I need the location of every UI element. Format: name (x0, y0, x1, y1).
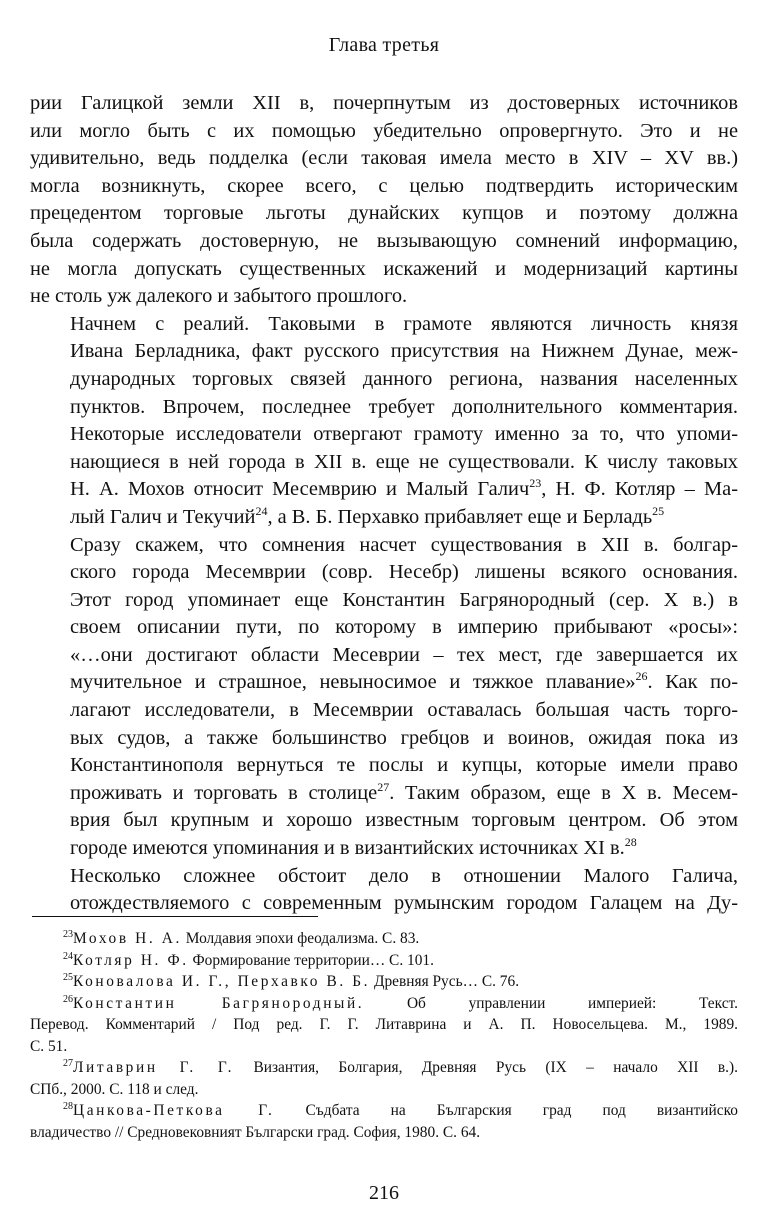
text-line: Сразу скажем, что сомнения насчет существования в XII в. болгар- (70, 533, 738, 556)
footnote-author: Цанкова-Петкова Г. (73, 1102, 275, 1119)
text-line: не столь уж далекого и забытого прошлого. (30, 285, 408, 308)
paragraph-1 (30, 90, 738, 311)
text-line: Константинополя вернуться те послы и купцы, которые имели право (70, 754, 738, 777)
footnote-ref-25[interactable]: 25 (652, 504, 665, 519)
footnote-25: $^{25}$Коновалова И. Г., Перхавко В. Б. Древняя Русь… С. 76. (63, 971, 520, 990)
book-page (30, 0, 738, 1229)
footnote-author: Мохов Н. А. (73, 930, 182, 947)
footnote-author: Котляр Н. Ф. (73, 951, 189, 969)
text-line: «…они достигают области Месеврии – тех мест, где завершается их (70, 643, 738, 666)
text-line: мучительное и страшное, невыносимое и тяжкое плавание»$^{26}$. Как по- (70, 669, 738, 694)
text-line: вых судов, а также большинство гребцов и воинов, ожидая пока из (70, 726, 738, 749)
text-line: не могла допускать существенных искажений и модернизаций картины (30, 257, 738, 280)
text-line: Некоторые исследователи отвергают грамоту именно за то, что упоми- (70, 423, 738, 446)
footnote-author: Константин Багрянородный. (73, 994, 365, 1012)
text-line: Этот город упоминает еще Константин Багрянородный (сер. X в.) в (70, 588, 738, 611)
footnote-ref-28[interactable]: 28 (624, 835, 637, 850)
text-line: Н. А. Мохов относит Месемврию и Малый Галич$^{23}$, Н. Ф. Котляр – Ма- (70, 476, 738, 501)
paragraph-2 (30, 311, 738, 532)
footnote-author: Коновалова И. Г., Перхавко В. Б. (73, 973, 371, 990)
text-line: врия был крупным и хорошо известным торговым центром. Об этом (70, 809, 738, 832)
text-line: проживать и торговать в столице$^{27}$. Таким образом, еще в X в. Месем- (70, 780, 738, 804)
text-line: лагают исследователи, в Месемврии оставалась большая часть торго- (70, 699, 738, 722)
paragraph-4 (30, 863, 738, 918)
footnote-28: $^{28}$Цанкова-Петкова Г. Съдбата на Българския град под византийско владичество // Средновековният Български град. София, 1980. С. 64. (30, 1100, 738, 1141)
text-line: дународных торговых связей данного региона, названия населенных (70, 367, 738, 390)
footnotes (30, 928, 738, 1143)
text-line: рии Галицкой земли XII в, почерпнутым из достоверных источников (30, 92, 738, 114)
text-line: прецедентом торговые льготы дунайских купцов и поэтому должна (30, 202, 738, 225)
text-line: или могло быть с их помощью убедительно опровергнуто. Это и не (30, 119, 738, 142)
footnote-ref-26[interactable]: 26 (635, 669, 648, 684)
text-line: городе имеются упоминания и в византийских источниках XI в.$^{28}$ (70, 835, 637, 860)
text-line: Несколько сложнее обстоит дело в отношении Малого Галича, (70, 864, 738, 887)
text-line: нающиеся в ней города в XII в. еще не существовали. К числу таковых (70, 450, 738, 473)
footnote-24: $^{24}$Котляр Н. Ф. Формирование территории… С. 101. (63, 950, 434, 969)
footnote-author: Литаврин Г. Г. (73, 1059, 235, 1076)
text-line: была содержать достоверную, не вызывающую сомнений информацию, (30, 229, 738, 252)
text-line: отождествляемого с современным румынским городом Галацем на Ду- (70, 892, 738, 915)
footnote-27: $^{27}$Литаврин Г. Г. Византия, Болгария, Древняя Русь (IX – начало XII в.). СПб., 2000. С. 118 и след. (30, 1057, 739, 1098)
running-head: Глава третья (328, 34, 440, 56)
text-line: Ивана Берладника, факт русского присутствия на Нижнем Дунае, меж- (70, 340, 738, 363)
text-line: ского города Месемврии (совр. Несебр) лишены всякого основания. (70, 561, 738, 584)
text-line: своем описании пути, по которому в империю прибывают «росы»: (70, 616, 738, 639)
paragraph-3 (30, 532, 738, 863)
main-text (30, 90, 738, 918)
page-number: 216 (369, 1182, 399, 1204)
text-line: удивительно, ведь подделка (если таковая имела место в XIV – XV вв.) (30, 147, 738, 170)
footnote-26: $^{26}$Константин Багрянородный. Об управлении империей: Текст. Перевод. Комментарий / Под ред. Г. Г. Литаврина и А. П. Новосельцева. М., 1989. С. 51. (30, 993, 738, 1055)
footnote-separator (32, 916, 318, 917)
text-line: лый Галич и Текучий$^{24}$, а В. Б. Перхавко прибавляет еще и Берладь$^{25}$ (70, 504, 665, 528)
footnote-ref-27[interactable]: 27 (377, 780, 390, 795)
footnote-ref-23[interactable]: 23 (529, 476, 542, 491)
footnote-ref-24[interactable]: 24 (255, 504, 268, 519)
footnote-23: $^{23}$Мохов Н. А. Молдавия эпохи феодализма. С. 83. (63, 928, 420, 947)
text-line: пунктов. Впрочем, последнее требует дополнительного комментария. (70, 395, 738, 418)
text-line: могла возникнуть, скорее всего, с целью подтвердить историческим (30, 174, 738, 197)
text-line: Начнем с реалий. Таковыми в грамоте являются личность князя (70, 312, 738, 335)
